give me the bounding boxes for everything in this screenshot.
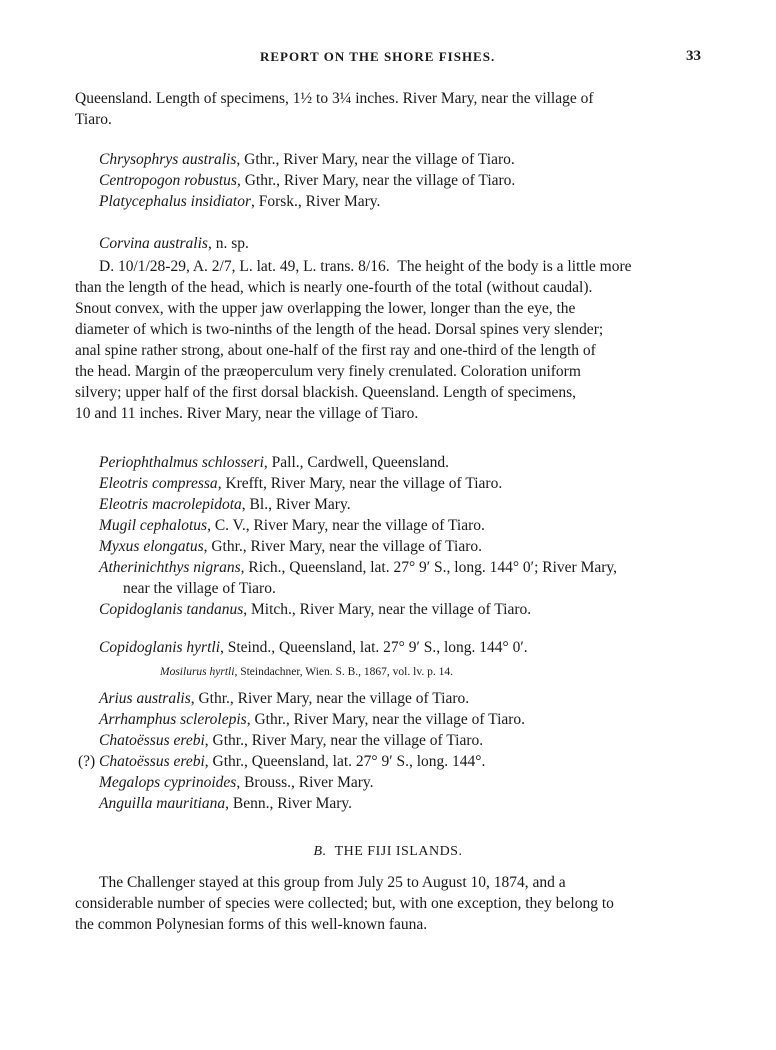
species-entry: Eleotris macrolepidota, Bl., River Mary. [99, 496, 351, 513]
description-line: silvery; upper half of the first dorsal blackish. Queensland. Length of specimens, [75, 384, 577, 401]
species-heading-corvina: Corvina australis, n. sp. [99, 235, 249, 252]
species-name: Arius australis [99, 690, 191, 707]
species-entry: Megalops cyprinoides, Brouss., River Mary. [99, 774, 374, 791]
intro-line: Tiaro. [75, 111, 112, 128]
species-entry: Arrhamphus sclerolepis, Gthr., River Mary, near the village of Tiaro. [99, 711, 526, 728]
species-entry: Myxus elongatus, Gthr., River Mary, near the village of Tiaro. [99, 538, 482, 555]
species-entry: Anguilla mauritiana, Benn., River Mary. [99, 795, 353, 812]
paragraph-line: The Challenger stayed at this group from July 25 to August 10, 1874, and a [99, 874, 566, 891]
species-list-1 [99, 149, 709, 212]
species-entry: Periophthalmus schlosseri, Pall., Cardwell, Queensland. [99, 454, 450, 471]
species-name: Centropogon robustus [99, 172, 237, 189]
species-entry: Platycephalus insidiator, Forsk., River Mary. [99, 193, 381, 210]
species-name: Myxus elongatus [99, 538, 204, 555]
species-name: Arrhamphus sclerolepis [99, 711, 247, 728]
species-name: Anguilla mauritiana [99, 795, 226, 812]
species-name: Copidoglanis hyrtli [99, 639, 220, 656]
running-title: REPORT ON THE SHORE FISHES. [260, 49, 496, 64]
species-name: Eleotris compressa [99, 475, 218, 492]
intro-line: Queensland. Length of specimens, 1½ to 3¼ inches. River Mary, near the village of [75, 90, 594, 107]
species-entry: Arius australis, Gthr., River Mary, near the village of Tiaro. [99, 690, 470, 707]
fin-formula-line: D. 10/1/28-29, A. 2/7, L. lat. 49, L. trans. 8/16. The height of the body is a little more [99, 258, 632, 275]
species-name: Atherinichthys nigrans [99, 559, 241, 576]
corvina-description [75, 256, 705, 424]
species-entry: Atherinichthys nigrans, Rich., Queensland, lat. 27° 9′ S., long. 144° 0′; River Mary, [99, 559, 618, 576]
species-name: Megalops cyprinoides [99, 774, 237, 791]
synonym-reference: Mosilurus hyrtli, Steindachner, Wien. S. B., 1867, vol. lv. p. 14. [160, 666, 453, 678]
query-mark: (?) [78, 753, 96, 770]
fiji-paragraph [75, 872, 705, 935]
species-entry: Copidoglanis tandanus, Mitch., River Mary, near the village of Tiaro. [99, 601, 532, 618]
description-line: the head. Margin of the præoperculum very finely crenulated. Coloration uniform [75, 363, 581, 380]
description-line: 10 and 11 inches. River Mary, near the village of Tiaro. [75, 405, 419, 422]
paragraph-line: considerable number of species were collected; but, with one exception, they belong to [75, 895, 614, 912]
species-name: Chatoëssus erebi [99, 753, 205, 770]
species-name: Chatoëssus erebi [99, 732, 205, 749]
intro-paragraph [75, 88, 705, 130]
species-entry: Chrysophrys australis, Gthr., River Mary, near the village of Tiaro. [99, 151, 515, 168]
description-line: diameter of which is two-ninths of the length of the head. Dorsal spines very slender; [75, 321, 604, 338]
section-title: THE FIJI ISLANDS. [334, 844, 463, 859]
section-letter: B. [313, 844, 327, 859]
species-entry-hyrtli: Copidoglanis hyrtli, Steind., Queensland, lat. 27° 9′ S., long. 144° 0′. [99, 639, 528, 656]
running-header [0, 46, 776, 68]
species-entry-continued: near the village of Tiaro. [123, 580, 276, 597]
species-entry: Chatoëssus erebi, Gthr., Queensland, lat. 27° 9′ S., long. 144°. [99, 753, 486, 770]
description-line: than the length of the head, which is nearly one-fourth of the total (without caudal). [75, 279, 593, 296]
page-number: 33 [686, 48, 701, 64]
species-name: Platycephalus insidiator [99, 193, 251, 210]
synonym-name: Mosilurus hyrtli [160, 666, 235, 678]
species-entry: Eleotris compressa, Krefft, River Mary, near the village of Tiaro. [99, 475, 503, 492]
species-name: Periophthalmus schlosseri [99, 454, 264, 471]
section-heading [0, 841, 776, 862]
species-name: Eleotris macrolepidota [99, 496, 242, 513]
species-name: Chrysophrys australis [99, 151, 237, 168]
species-entry: Centropogon robustus, Gthr., River Mary, near the village of Tiaro. [99, 172, 516, 189]
species-entry: Mugil cephalotus, C. V., River Mary, near the village of Tiaro. [99, 517, 485, 534]
species-name: Mugil cephalotus [99, 517, 208, 534]
species-list-2 [99, 452, 709, 620]
description-line: Snout convex, with the upper jaw overlapping the lower, longer than the eye, the [75, 300, 576, 317]
paragraph-line: the common Polynesian forms of this well-known fauna. [75, 916, 428, 933]
species-name: Corvina australis [99, 235, 208, 252]
species-entry: Chatoëssus erebi, Gthr., River Mary, near the village of Tiaro. [99, 732, 484, 749]
species-list-3 [99, 688, 709, 814]
species-name: Copidoglanis tandanus [99, 601, 244, 618]
description-line: anal spine rather strong, about one-half of the first ray and one-third of the length of [75, 342, 596, 359]
fin-formula: D. 10/1/28-29, A. 2/7, L. lat. 49, L. trans. 8/16. [99, 258, 390, 275]
